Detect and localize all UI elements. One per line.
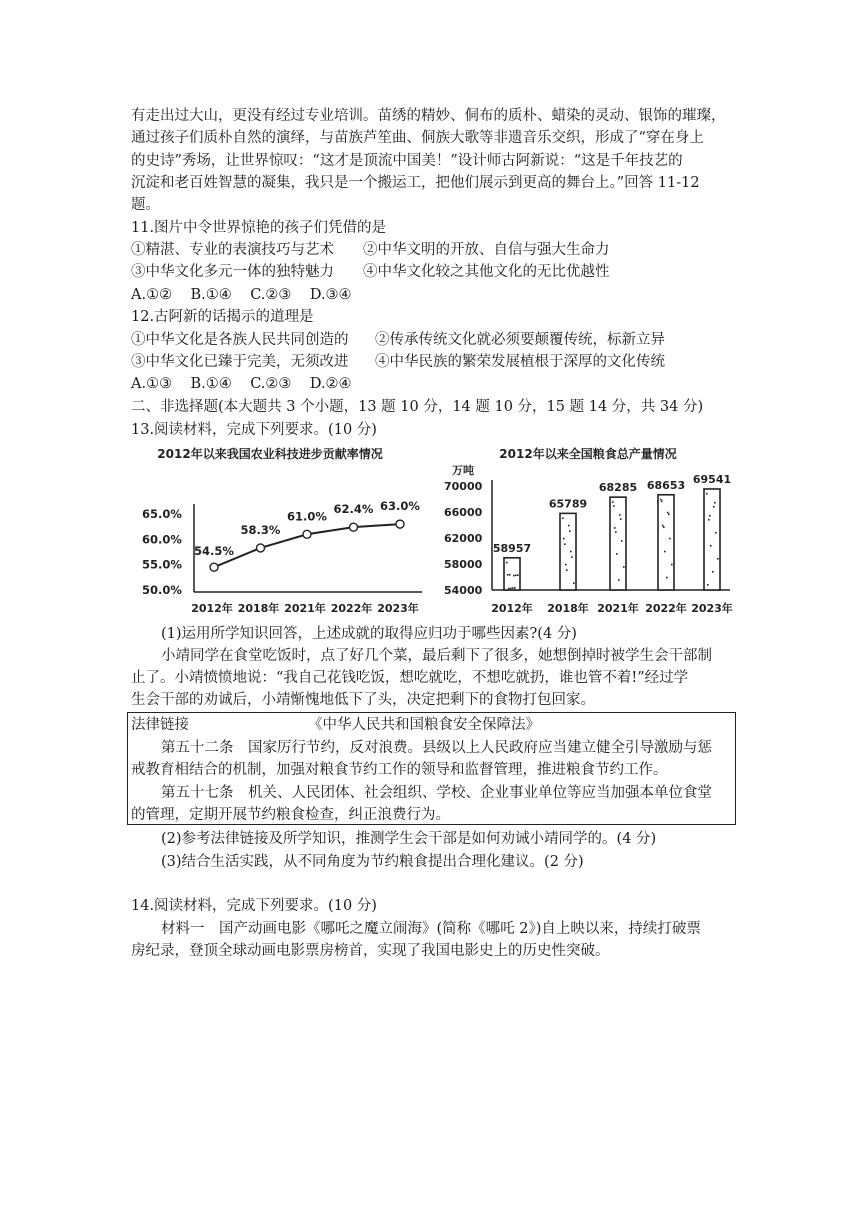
data-point (210, 563, 218, 571)
data-point (257, 544, 265, 552)
bar-texture-dot (709, 515, 711, 517)
q12-option-1: ①中华文化是各族人民共同创造的 (131, 332, 349, 348)
bar-texture-dot (713, 506, 715, 508)
y-tick-label: 58000 (444, 558, 483, 571)
bar-texture-dot (514, 587, 516, 589)
bar-texture-dot (570, 551, 572, 553)
story-line-1: 小靖同学在食堂吃饭时，点了好几个菜，最后剩下了很多，她想倒掉时被学生会干部制 (161, 648, 712, 664)
data-label: 65789 (548, 497, 588, 511)
bar-texture-dot (618, 579, 620, 581)
bar-texture-dot (616, 553, 618, 555)
q13-sub1: (1)运用所学知识回答，上述成就的取得应归功于哪些因素?(4 分) (161, 626, 577, 642)
bar-texture-dot (569, 530, 571, 532)
chart-title: 2012年以来我国农业科技进步贡献率情况 (157, 447, 383, 461)
q11-option-1: ①精湛、专业的表演技巧与艺术 (131, 242, 334, 258)
bar-texture-dot (517, 574, 519, 576)
data-point (396, 520, 404, 528)
x-tick-label: 2018年 (547, 602, 589, 615)
bar-texture-dot (621, 540, 623, 542)
bar-texture-dot (615, 531, 617, 533)
x-tick-label: 2022年 (645, 602, 687, 615)
agri-tech-line-chart (140, 442, 430, 620)
q14-stem: 14.阅读材料，完成下列要求。(10 分) (131, 898, 377, 914)
bar-texture-dot (562, 517, 564, 519)
intro-line-4: 沉淀和老百姓智慧的凝集，我只是一个搬运工，把他们展示到更高的舞台上。”回答 11-12 (131, 175, 700, 191)
intro-line-2: 通过孩子们质朴自然的演绎，与苗族芦笙曲、侗族大歌等非遗音乐交织，形成了“穿在身上 (131, 130, 704, 146)
data-label: 54.5% (194, 544, 234, 559)
data-point (350, 523, 358, 531)
bar-texture-dot (707, 584, 709, 586)
bar-texture-dot (662, 525, 664, 527)
x-tick-label: 2023年 (691, 602, 733, 615)
data-label: 68285 (598, 481, 638, 495)
law-article-52-line-2: 戒教育相结合的机制，加强对粮食节约工作的领导和监督管理，推进粮食节约工作。 (131, 762, 668, 778)
q13-sub2: (2)参考法律链接及所学知识，推测学生会干部是如何劝诫小靖同学的。(4 分) (161, 831, 657, 847)
bar-texture-dot (510, 588, 512, 590)
y-tick-label: 70000 (444, 480, 483, 493)
bar-texture-dot (513, 575, 515, 577)
chart-title: 2012年以来全国粮食总产量情况 (499, 447, 677, 461)
q14-material-1-line-1: 材料一 国产动画电影《哪吒之魔立闹海》(简称《哪吒 2》)自上映以来，持续打破票 (161, 921, 701, 937)
bar-texture-dot (663, 527, 665, 529)
data-label: 58.3% (240, 522, 281, 537)
y-tick-label: 62000 (444, 532, 483, 545)
law-title: 《中华人民共和国粮食安全保障法》 (308, 717, 540, 733)
bar-texture-dot (509, 574, 511, 576)
q11-option-4: ④中华文化较之其他文化的无比优越性 (363, 264, 610, 280)
agri-tech-line-chart-svg (140, 442, 430, 620)
bar-texture-dot (563, 538, 565, 540)
data-label: 69541 (692, 472, 732, 486)
intro-line-1: 有走出过大山，更没有经过专业培训。苗绣的精妙、侗布的质朴、蜡染的灵动、银饰的璀璨， (131, 108, 726, 124)
y-tick-label: 55.0% (142, 557, 182, 572)
law-label: 法律链接 (131, 717, 189, 733)
data-point (303, 530, 311, 538)
y-tick-label: 60.0% (142, 532, 182, 547)
bar-texture-dot (515, 575, 517, 577)
bar-texture-dot (710, 545, 712, 547)
q12-choices: A.①③ B.①④ C.②③ D.②④ (131, 376, 352, 392)
bar-texture-dot (669, 538, 671, 540)
x-tick-label: 2022年 (330, 602, 373, 615)
bar-texture-dot (512, 587, 514, 589)
y-tick-label: 54000 (444, 584, 483, 597)
bar-texture-dot (660, 499, 662, 501)
bar-texture-dot (571, 556, 573, 558)
bar (704, 489, 720, 590)
bar-texture-dot (667, 512, 669, 514)
data-label: 68653 (646, 478, 686, 492)
bar-texture-dot (507, 574, 509, 576)
q12-option-2: ②传承传统文化就必须要颠覆传统，标新立异 (375, 332, 665, 348)
grain-output-bar-chart-svg (440, 442, 740, 620)
bar-texture-dot (620, 518, 622, 520)
bar-texture-dot (564, 543, 566, 545)
data-label: 63.0% (380, 499, 420, 514)
intro-line-5: 题。 (131, 197, 160, 213)
q12-stem: 12.古阿新的话揭示的道理是 (131, 309, 314, 325)
bar-texture-dot (668, 514, 670, 516)
bar (658, 495, 674, 590)
y-tick-label: 50.0% (142, 583, 182, 597)
y-tick-label: 65.0% (142, 507, 182, 521)
bar-texture-dot (706, 493, 708, 495)
x-tick-label: 2023年 (377, 602, 419, 615)
data-label: 61.0% (287, 509, 327, 524)
data-label: 58957 (492, 541, 532, 555)
grain-output-bar-chart (440, 442, 740, 620)
x-tick-label: 2018年 (237, 602, 280, 615)
bar-texture-dot (717, 558, 719, 560)
q12-option-4: ④中华民族的繁荣发展植根于深厚的文化传统 (375, 354, 665, 370)
bar-texture-dot (671, 564, 673, 566)
bar-texture-dot (573, 582, 575, 584)
bar-texture-dot (619, 514, 621, 516)
bar-texture-dot (715, 532, 717, 534)
bar (610, 497, 626, 590)
bar-texture-dot (565, 564, 567, 566)
bar-texture-dot (666, 577, 668, 579)
story-line-3: 生会干部的劝诚后，小靖惭愧地低下了头，决定把剩下的食物打包回家。 (131, 692, 595, 708)
bar-texture-dot (508, 588, 510, 590)
bar-texture-dot (566, 569, 568, 571)
q14-material-1-line-2: 房纪录，登顶全球动画电影票房榜首，实现了我国电影史上的历史性突破。 (131, 943, 610, 959)
bar-texture-dot (661, 501, 663, 503)
law-article-57-line-1: 第五十七条 机关、人民团体、社会组织、学校、企业事业单位等应当加强本单位食堂 (161, 785, 712, 801)
bar-texture-dot (614, 527, 616, 529)
q13-stem: 13.阅读材料，完成下列要求。(10 分) (131, 422, 377, 438)
y-unit-label: 万吨 (452, 464, 474, 477)
bar-texture-dot (506, 562, 508, 564)
q13-sub3: (3)结合生活实践，从不同角度为节约粮食提出合理化建议。(2 分) (161, 854, 584, 870)
bar-texture-dot (712, 571, 714, 573)
bar-texture-dot (714, 502, 716, 504)
q11-choices: A.①② B.①④ C.②③ D.③④ (131, 287, 352, 303)
bar-texture-dot (568, 525, 570, 527)
q11-option-2: ②中华文明的开放、自信与强大生命力 (363, 242, 610, 258)
law-article-57-line-2: 的管理，定期开展节约粮食检查，纠正浪费行为。 (131, 807, 450, 823)
bar-texture-dot (664, 551, 666, 553)
q11-option-3: ③中华文化多元一体的独特魅力 (131, 264, 334, 280)
y-tick-label: 66000 (444, 506, 483, 519)
x-tick-label: 2012年 (491, 602, 533, 615)
bar-texture-dot (612, 501, 614, 503)
bar-texture-dot (708, 519, 710, 521)
data-label: 62.4% (333, 502, 374, 517)
law-article-52-line-1: 第五十二条 国家厉行节约，反对浪费。县级以上人民政府应当建立健全引导激励与惩 (161, 740, 712, 756)
bar-texture-dot (613, 505, 615, 507)
x-tick-label: 2021年 (284, 602, 326, 615)
intro-line-3: 的史诗”秀场，让世界惊叹：“这才是顶流中国美！”设计师古阿新说：“这是千年技艺的 (131, 153, 683, 169)
story-line-2: 止了。小靖愤愤地说：“我自己花钱吃饭，想吃就吃，不想吃就扔，谁也管不着!”经过学 (131, 670, 689, 686)
section-heading: 二、非选择题(本大题共 3 个小题，13 题 10 分，14 题 10 分，15 题 14 分，共 34 分) (131, 399, 704, 415)
q11-stem: 11.图片中令世界惊艳的孩子们凭借的是 (131, 220, 387, 236)
x-tick-label: 2021年 (597, 602, 639, 615)
bar-texture-dot (623, 566, 625, 568)
x-tick-label: 2012年 (191, 602, 233, 615)
q12-option-3: ③中华文化已臻于完美，无须改进 (131, 354, 349, 370)
